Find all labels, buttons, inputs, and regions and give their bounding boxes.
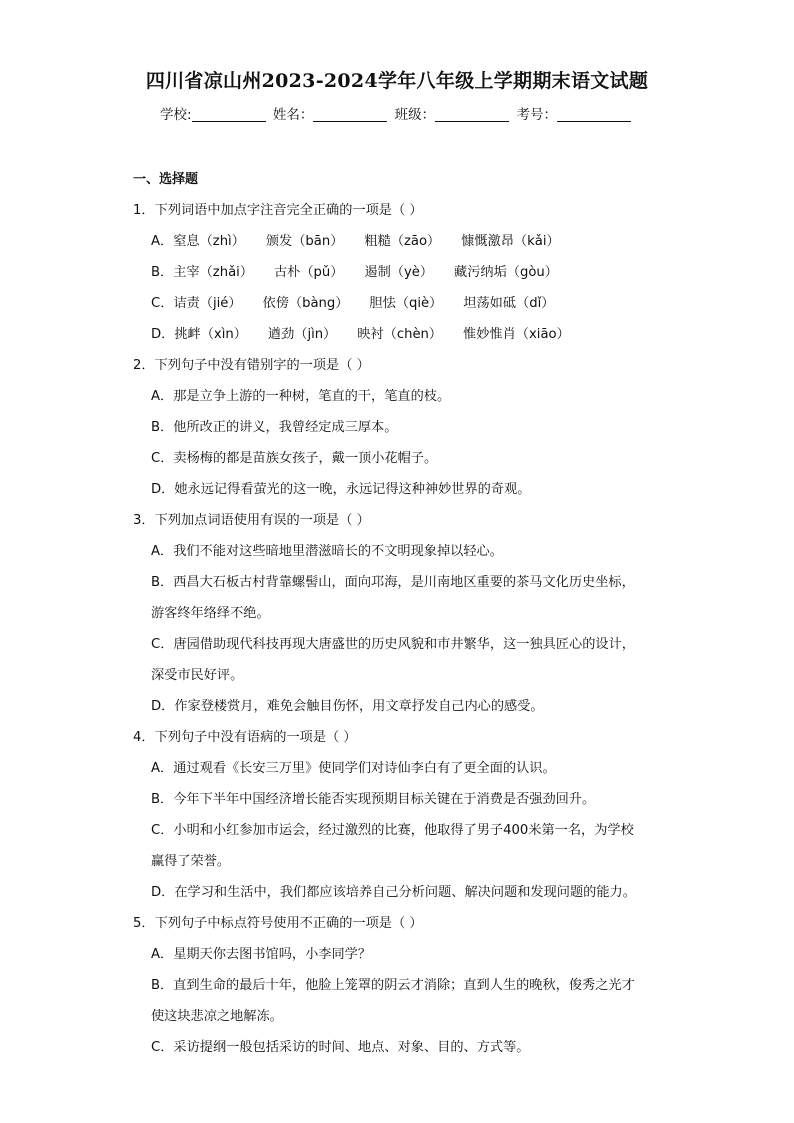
student-info-line bbox=[0, 103, 794, 123]
question-1-option-a: A．窒息（zhì） 颁发（bān） 粗糙（zāo） 慷慨激昂（kǎi） bbox=[151, 234, 560, 249]
question-2-option-d: D．她永远记得看萤光的这一晚，永远记得这种神妙世界的奇观。 bbox=[151, 482, 531, 497]
question-2-option-c: C．卖杨梅的都是苗族女孩子，戴一顶小花帽子。 bbox=[151, 451, 438, 466]
question-3-option-b: B．西昌大石板古村背靠螺髻山，面向邛海，是川南地区重要的茶马文化历史坐标， bbox=[151, 575, 635, 590]
question-4-option-d: D．在学习和生活中，我们都应该培养自己分析问题、解决问题和发现问题的能力。 bbox=[151, 885, 636, 900]
question-3-option-a: A．我们不能对这些暗地里潜滋暗长的不文明现象掉以轻心。 bbox=[151, 544, 503, 559]
school-blank[interactable] bbox=[192, 107, 266, 122]
question-5-option-a: A．星期天你去图书馆吗，小李同学？ bbox=[151, 947, 372, 962]
question-5-option-b: B．直到生命的最后十年，他脸上笼罩的阴云才消除；直到人生的晚秋，俊秀之光才 bbox=[151, 978, 635, 993]
number-blank[interactable] bbox=[557, 107, 631, 122]
question-3-option-b-cont: 游客终年络绎不绝。 bbox=[151, 606, 270, 621]
class-label: 班级： bbox=[394, 107, 436, 123]
question-4-option-c-cont: 赢得了荣誉。 bbox=[151, 854, 231, 869]
class-blank[interactable] bbox=[435, 107, 509, 122]
section-heading: 一、选择题 bbox=[133, 172, 199, 187]
question-3-option-d: D．作家登楼赏月，难免会触目伤怀，用文章抒发自己内心的感受。 bbox=[151, 699, 544, 714]
name-blank[interactable] bbox=[313, 107, 387, 122]
page-title: 四川省凉山州2023-2024学年八年级上学期期末语文试题 bbox=[145, 70, 649, 92]
question-3-option-c-cont: 深受市民好评。 bbox=[151, 668, 244, 683]
question-5-option-b-cont: 使这块悲凉之地解冻。 bbox=[151, 1009, 283, 1024]
question-2-option-a: A．那是立争上游的一种树，笔直的干，笔直的枝。 bbox=[151, 389, 451, 404]
question-2-stem: 2．下列句子中没有错别字的一项是（ ） bbox=[133, 358, 370, 373]
number-label: 考号： bbox=[516, 107, 557, 123]
question-4-option-b: B．今年下半年中国经济增长能否实现预期目标关键在于消费是否强劲回升。 bbox=[151, 792, 596, 807]
question-4-option-c: C．小明和小红参加市运会，经过激烈的比赛，他取得了男子400米第一名，为学校 bbox=[151, 823, 634, 838]
school-label: 学校: bbox=[160, 107, 192, 123]
question-3-stem: 3．下列加点词语使用有误的一项是（ ） bbox=[133, 513, 370, 528]
question-1-stem: 1．下列词语中加点字注音完全正确的一项是（ ） bbox=[133, 203, 423, 218]
question-3-option-c: C．唐园借助现代科技再现大唐盛世的历史风貌和市井繁华，这一独具匠心的设计， bbox=[151, 637, 635, 652]
question-4-option-a: A．通过观看《长安三万里》使同学们对诗仙李白有了更全面的认识。 bbox=[151, 761, 556, 776]
question-1-option-b: B．主宰（zhǎi） 古朴（pǔ） 遏制（yè） 藏污纳垢（gòu） bbox=[151, 265, 558, 280]
question-content bbox=[133, 164, 673, 1063]
question-1-option-c: C．诘责（jié） 依傍（bàng） 胆怯（qiè） 坦荡如砥（dǐ） bbox=[151, 296, 555, 311]
name-label: 姓名： bbox=[272, 107, 314, 123]
question-1-option-d: D．挑衅（xìn） 遒劲（jìn） 映衬（chèn） 惟妙惟肖（xiāo） bbox=[151, 327, 570, 342]
question-5-option-c: C．采访提纲一般包括采访的时间、地点、对象、目的、方式等。 bbox=[151, 1040, 530, 1055]
question-5-stem: 5．下列句子中标点符号使用不正确的一项是（ ） bbox=[133, 916, 423, 931]
question-4-stem: 4．下列句子中没有语病的一项是（ ） bbox=[133, 730, 357, 745]
question-2-option-b: B．他所改正的讲义，我曾经定成三厚本。 bbox=[151, 420, 398, 435]
